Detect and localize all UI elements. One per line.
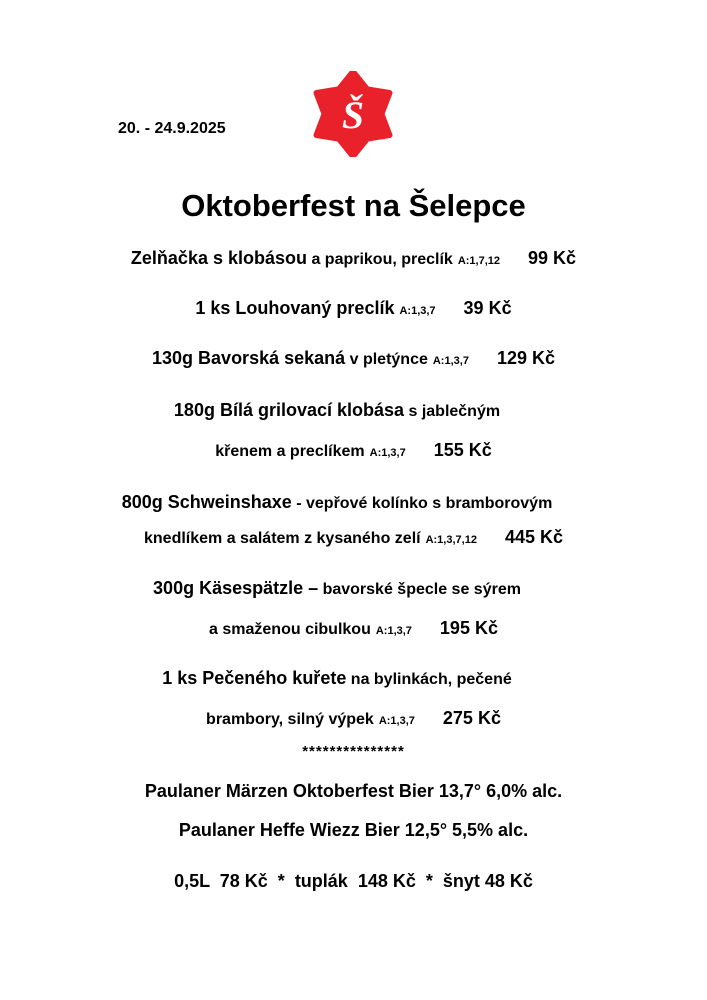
dish-name: 1 ks Louhovaný preclík: [195, 298, 395, 318]
allergens: A:1,3,7,12: [425, 534, 477, 546]
dish-description: na bylinkách, pečené: [346, 671, 512, 688]
event-date: 20. - 24.9.2025: [118, 120, 226, 137]
menu-line: [0, 578, 707, 599]
menu-line: [0, 348, 707, 369]
dish-description: a smaženou cibulkou: [209, 621, 371, 638]
page-title: Oktoberfest na Šelepce: [181, 188, 526, 223]
drink-item: Paulaner Heffe Wiezz Bier 12,5° 5,5% alc.: [178, 820, 529, 840]
dish-price: 129 Kč: [496, 348, 555, 368]
dish-description: křenem a preclíkem: [215, 443, 365, 460]
dish-price: 99 Kč: [528, 248, 577, 268]
allergens: A:1,3,7: [432, 355, 469, 367]
menu-line: [0, 527, 707, 548]
drink-prices: 0,5L 78 Kč * tuplák 148 Kč * šnyt 48 Kč: [174, 871, 533, 891]
dish-description: brambory, silný výpek: [206, 711, 374, 728]
dish-description: bavorské špecle se sýrem: [318, 581, 521, 598]
logo-letter: Š: [342, 92, 364, 137]
dish-price: 155 Kč: [433, 440, 492, 460]
menu-line: [0, 668, 707, 689]
separator: ***************: [302, 743, 405, 760]
allergens: A:1,3,7: [399, 305, 436, 317]
menu-line: [0, 400, 707, 421]
selepka-star-logo: [310, 71, 396, 157]
menu-line: [0, 298, 707, 319]
menu-line: [0, 618, 707, 639]
dish-price: 195 Kč: [439, 618, 498, 638]
menu-line: [0, 708, 707, 729]
dish-name: 300g Käsespätzle –: [153, 578, 319, 598]
dish-name: 800g Schweinshaxe: [121, 492, 292, 512]
dish-name: 180g Bílá grilovací klobása: [173, 400, 405, 420]
allergens: A:1,3,7: [375, 625, 412, 637]
dish-description: v pletýnce: [345, 351, 428, 368]
dish-description: - vepřové kolínko s bramborovým: [291, 495, 553, 512]
dish-price: 275 Kč: [442, 708, 501, 728]
dish-price: 39 Kč: [463, 298, 512, 318]
menu-line: [0, 440, 707, 461]
dish-name: Zelňačka s klobásou: [130, 248, 307, 268]
allergens: A:1,3,7: [378, 715, 415, 727]
dish-description: knedlíkem a salátem z kysaného zelí: [144, 530, 421, 547]
allergens: A:1,3,7: [369, 447, 406, 459]
drink-item: Paulaner Märzen Oktoberfest Bier 13,7° 6,0% alc.: [144, 781, 563, 801]
menu-line: [0, 492, 707, 513]
dish-name: 1 ks Pečeného kuřete: [162, 668, 347, 688]
allergens: A:1,7,12: [457, 255, 501, 267]
dish-description: s jablečným: [404, 403, 501, 420]
menu-line: [0, 248, 707, 269]
dish-description: a paprikou, preclík: [307, 251, 453, 268]
dish-price: 445 Kč: [504, 527, 563, 547]
dish-name: 130g Bavorská sekaná: [152, 348, 346, 368]
